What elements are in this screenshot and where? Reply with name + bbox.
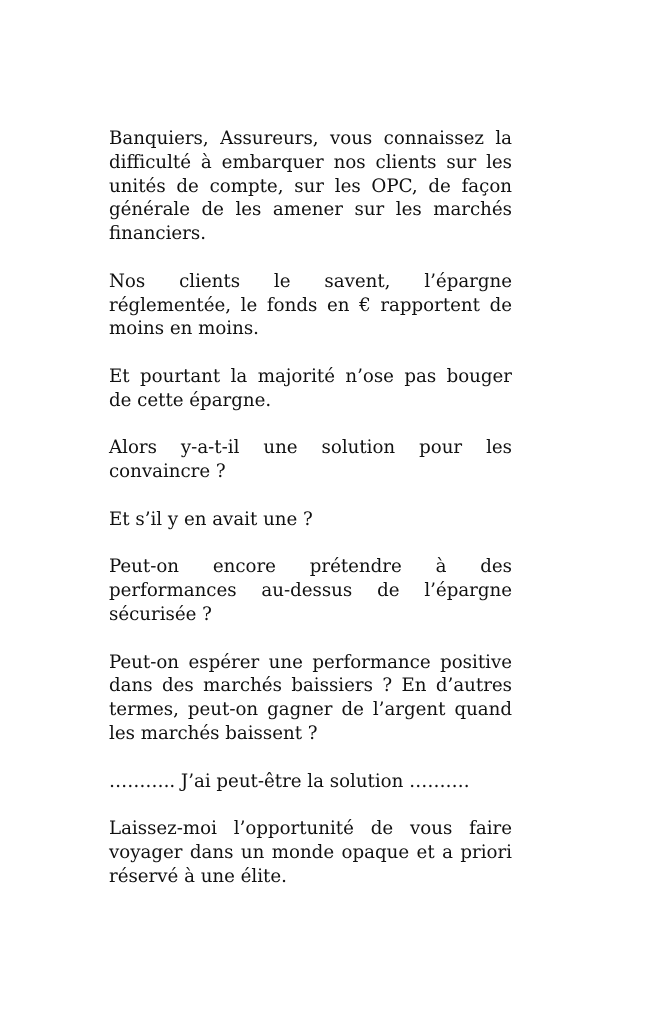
paragraph-regulated-savings: Nos clients le savent, l’épargne réglementée, le fonds en € rapportent de moins en moins. xyxy=(109,270,512,340)
paragraph-bear-market-question: Peut-on espérer une performance positive dans des marchés baissiers ? En d’autres termes, peut-on gagner de l’argent quand les marchés baissent ? xyxy=(109,651,512,744)
paragraph-intro: Banquiers, Assureurs, vous connaissez la difficulté à embarquer nos clients sur les unités de compte, sur les OPC, de façon générale de les amener sur les marchés financiers. xyxy=(109,128,512,245)
document-body xyxy=(109,127,512,912)
paragraph-majority: Et pourtant la majorité n’ose pas bouger de cette épargne. xyxy=(109,365,512,411)
paragraph-performance-question: Peut-on encore prétendre à des performances au-dessus de l’épargne sécurisée ? xyxy=(109,556,512,625)
paragraph-maybe-solution: ……….. J’ai peut-être la solution ………. xyxy=(109,770,470,792)
paragraph-solution-question: Alors y-a-t-il une solution pour les convaincre ? xyxy=(109,437,512,483)
paragraph-what-if: Et s’il y en avait une ? xyxy=(109,508,313,530)
paragraph-invitation: Laissez-moi l’opportunité de vous faire voyager dans un monde opaque et a priori réservé à une élite. xyxy=(109,818,512,887)
